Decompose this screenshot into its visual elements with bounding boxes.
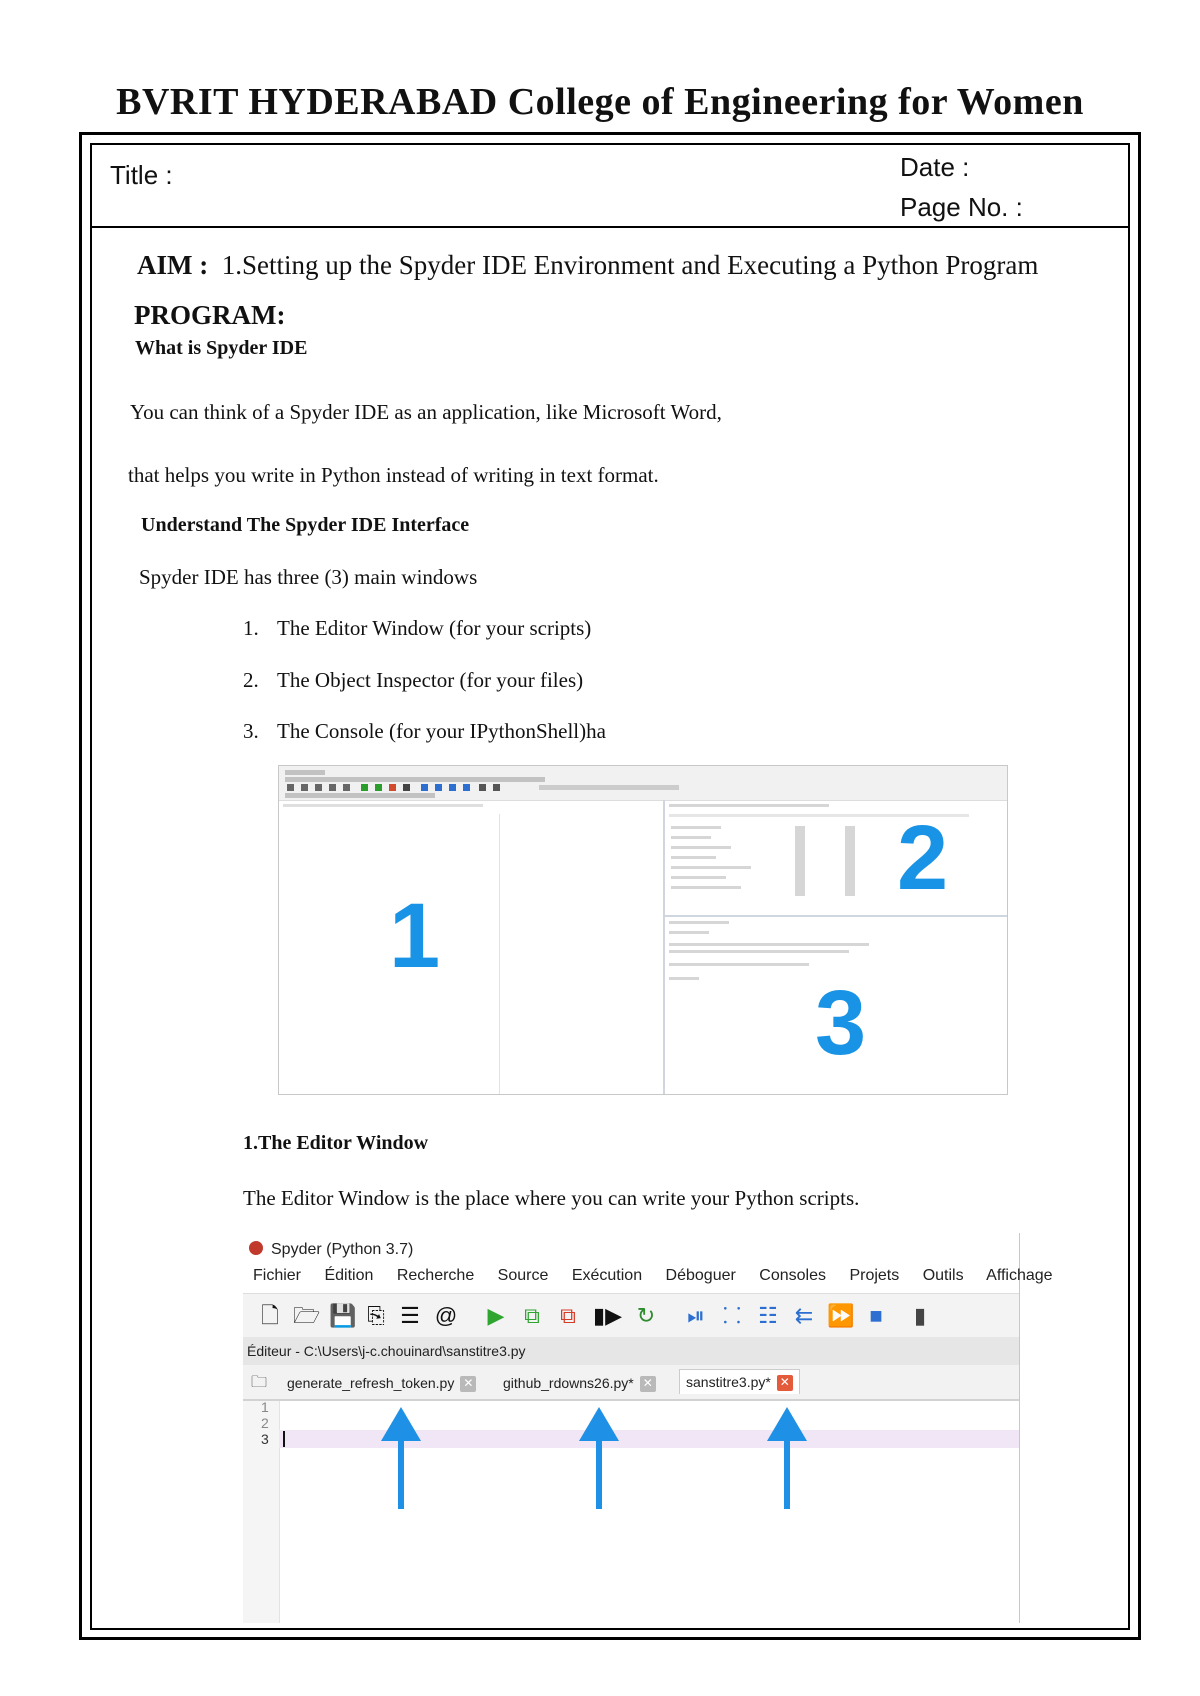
run-cell-advance-icon[interactable]: ⧉ bbox=[560, 1303, 576, 1328]
date-label: Date : bbox=[900, 152, 970, 182]
close-tab-icon[interactable]: ✕ bbox=[640, 1376, 656, 1392]
aim-line bbox=[137, 250, 1038, 281]
list-number: 1. bbox=[243, 616, 259, 640]
menu-execution[interactable]: Exécution bbox=[571, 1267, 643, 1284]
menu-edition[interactable]: Édition bbox=[324, 1267, 374, 1284]
new-file-icon[interactable]: 🗋 bbox=[261, 1303, 279, 1328]
list-item bbox=[243, 719, 606, 744]
run-cell-icon[interactable]: ⧉ bbox=[524, 1303, 540, 1328]
aim-label: AIM : bbox=[137, 250, 209, 280]
list-text: The Object Inspector (for your files) bbox=[277, 668, 584, 692]
intro-paragraph-2: that helps you write in Python instead of writing in text format. bbox=[128, 463, 659, 487]
tab-label: github_rdowns26.py* bbox=[503, 1375, 634, 1391]
spyder-editor-screenshot bbox=[243, 1233, 1053, 1623]
list-icon[interactable]: ☰ bbox=[400, 1303, 420, 1328]
menu-fichier[interactable]: Fichier bbox=[253, 1267, 302, 1284]
spyder-window-title: Spyder (Python 3.7) bbox=[271, 1241, 414, 1258]
list-item bbox=[243, 668, 583, 693]
more-icon[interactable]: ▮ bbox=[913, 1303, 927, 1328]
spyder-menu-bar bbox=[253, 1267, 1072, 1285]
editor-pane-number: 1 bbox=[389, 885, 441, 987]
tab-sanstitre3[interactable] bbox=[679, 1369, 800, 1394]
editor-path-bar: Éditeur - C:\Users\j-c.chouinard\sanstitre3.py bbox=[243, 1337, 1019, 1365]
list-text: The Console (for your IPythonShell)ha bbox=[277, 719, 606, 743]
menu-projets[interactable]: Projets bbox=[849, 1267, 900, 1284]
spyder-layout-screenshot bbox=[278, 765, 1008, 1095]
header-divider bbox=[90, 226, 1130, 228]
tab-label: generate_refresh_token.py bbox=[287, 1375, 455, 1391]
list-number: 3. bbox=[243, 719, 259, 743]
run-icon[interactable]: ▶ bbox=[487, 1303, 505, 1328]
arrow-up-icon bbox=[767, 1407, 807, 1507]
console-pane bbox=[665, 917, 1007, 1094]
interface-heading: Understand The Spyder IDE Interface bbox=[141, 514, 470, 536]
menu-recherche[interactable]: Recherche bbox=[396, 1267, 475, 1284]
continue-icon[interactable]: ⏩ bbox=[827, 1303, 855, 1328]
tab-generate-refresh-token[interactable] bbox=[287, 1371, 476, 1395]
list-item bbox=[243, 616, 591, 641]
intro-paragraph-1: You can think of a Spyder IDE as an application, like Microsoft Word, bbox=[130, 400, 722, 424]
menu-deboguer[interactable]: Déboguer bbox=[665, 1267, 736, 1284]
close-tab-icon[interactable]: ✕ bbox=[777, 1375, 793, 1391]
windows-intro: Spyder IDE has three (3) main windows bbox=[139, 565, 478, 589]
at-sign-icon[interactable]: @ bbox=[434, 1303, 458, 1328]
college-name: BVRIT HYDERABAD College of Engineering for Women bbox=[116, 81, 1084, 123]
menu-affichage[interactable]: Affichage bbox=[986, 1267, 1053, 1284]
save-icon[interactable]: 💾 bbox=[329, 1303, 357, 1328]
debug-icon[interactable]: ⏯ bbox=[687, 1303, 705, 1328]
arrow-up-icon bbox=[579, 1407, 619, 1507]
list-text: The Editor Window (for your scripts) bbox=[277, 616, 592, 640]
step-return-icon[interactable]: ⇇ bbox=[794, 1303, 814, 1328]
line-number: 3 bbox=[261, 1431, 269, 1447]
object-inspector-pane bbox=[665, 800, 1007, 917]
run-selection-icon[interactable]: ▮▶ bbox=[593, 1303, 623, 1328]
program-heading: PROGRAM: bbox=[134, 300, 286, 330]
open-folder-icon[interactable]: 🗁 bbox=[293, 1303, 321, 1328]
editor-window-heading: 1.The Editor Window bbox=[243, 1132, 429, 1154]
step-icon[interactable]: ⸬ bbox=[722, 1303, 742, 1328]
browse-tabs-icon[interactable]: 🗀 bbox=[251, 1374, 268, 1391]
line-number: 1 bbox=[261, 1399, 269, 1415]
line-number: 2 bbox=[261, 1415, 269, 1431]
arrow-up-icon bbox=[381, 1407, 421, 1507]
aim-text: 1.Setting up the Spyder IDE Environment and Executing a Python Program bbox=[221, 250, 1039, 280]
editor-tabs bbox=[243, 1365, 1019, 1401]
tab-github-rdowns26[interactable] bbox=[503, 1371, 656, 1395]
menu-outils[interactable]: Outils bbox=[922, 1267, 964, 1284]
editor-window-paragraph: The Editor Window is the place where you can write your Python scripts. bbox=[243, 1186, 860, 1210]
menu-source[interactable]: Source bbox=[497, 1267, 549, 1284]
page-number-label: Page No. : bbox=[900, 192, 1023, 222]
rerun-icon[interactable]: ↻ bbox=[636, 1303, 656, 1328]
save-all-icon[interactable]: ⎘ bbox=[367, 1303, 385, 1328]
title-label: Title : bbox=[110, 160, 173, 190]
menu-consoles[interactable]: Consoles bbox=[759, 1267, 826, 1284]
spyder-title-bar bbox=[249, 1241, 413, 1259]
object-inspector-number: 2 bbox=[897, 807, 949, 909]
spyder-toolbar bbox=[279, 766, 1007, 801]
list-number: 2. bbox=[243, 668, 259, 692]
tab-label: sanstitre3.py* bbox=[686, 1374, 771, 1390]
spyder-editor-toolbar bbox=[243, 1293, 1019, 1339]
close-tab-icon[interactable]: ✕ bbox=[460, 1376, 476, 1392]
step-into-icon[interactable]: ☷ bbox=[758, 1303, 778, 1328]
what-is-heading: What is Spyder IDE bbox=[135, 337, 308, 359]
text-caret bbox=[283, 1431, 285, 1447]
spyder-logo-icon bbox=[249, 1241, 263, 1255]
stop-icon[interactable]: ■ bbox=[869, 1303, 883, 1328]
editor-pane bbox=[279, 800, 665, 1094]
console-number: 3 bbox=[815, 972, 867, 1074]
